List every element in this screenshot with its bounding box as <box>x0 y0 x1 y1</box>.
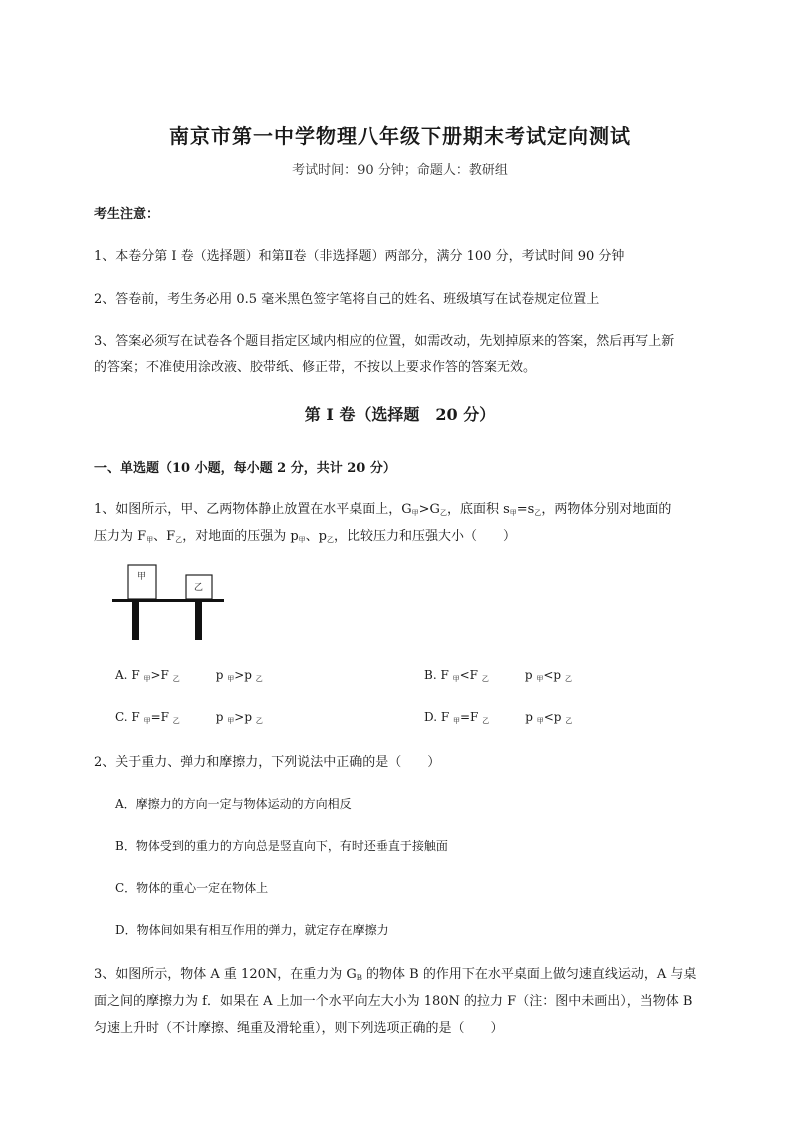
subscript-b: B <box>356 974 362 982</box>
subscript-yi: 乙 <box>175 536 183 544</box>
subscript-jia: 甲 <box>411 509 419 517</box>
notice-item-2: 2、答卷前，考生务必用 0.5 毫米黑色签字笔将自己的姓名、班级填写在试卷规定位置上 <box>94 292 600 307</box>
exam-title: 南京市第一中学物理八年级下册期末考试定向测试 <box>169 124 631 148</box>
q3-stem-line2: 面之间的摩擦力为 f．如果在 A 上加一个水平向左大小为 180N 的拉力 F（注：图中未画出），当物体 B <box>94 994 693 1009</box>
q1-option-b[interactable]: B. F $_甲$<F $_乙$ p $_甲$<p $_乙$ <box>424 668 572 683</box>
subscript-jia: 甲 <box>509 509 517 517</box>
subscript-yi: 乙 <box>534 509 542 517</box>
question-group-title: 一、单选题（10 小题，每小题 2 分，共计 20 分） <box>94 461 396 476</box>
q3-stem-line1: 3、如图所示，物体 A 重 120N，在重力为 $G_B$ 的物体 B 的作用下在水平桌面上做匀速直线运动，A 与桌 <box>94 967 697 982</box>
q1-option-a[interactable]: A. F $_甲$>F $_乙$ p $_甲$>p $_乙$ <box>115 668 263 683</box>
figure-table-leg-left <box>132 602 139 640</box>
exam-subtitle: 考试时间：90 分钟；命题人：教研组 <box>292 163 508 178</box>
q1-stem-line2: 压力为 $F_甲$、$F_乙$，对地面的压强为 $p_甲$、$p_乙$，比较压力和压强大小（ ） <box>94 529 516 544</box>
q1-stem-line1: 1、如图所示，甲、乙两物体静止放置在水平桌面上，$G_甲>G_乙$，底面积 $s_甲=s_乙$，两物体分别对地面的 <box>94 502 672 517</box>
q1-option-c[interactable]: C. F $_甲$=F $_乙$ p $_甲$>p $_乙$ <box>115 710 263 725</box>
notice-heading: 考生注意： <box>94 207 160 222</box>
figure-table-top <box>112 599 224 602</box>
notice-item-3-cont: 的答案；不准使用涂改液、胶带纸、修正带，不按以上要求作答的答案无效。 <box>94 360 537 375</box>
q2-option-b[interactable]: B．物体受到的重力的方向总是竖直向下，有时还垂直于接触面 <box>115 839 448 853</box>
q2-option-d[interactable]: D．物体间如果有相互作用的弹力，就定存在摩擦力 <box>115 923 389 937</box>
figure-box-jia <box>128 565 156 599</box>
subscript-yi: 乙 <box>439 509 447 517</box>
q2-stem: 2、关于重力、弹力和摩擦力，下列说法中正确的是（ ） <box>94 755 441 770</box>
q3-stem-line3: 匀速上升时（不计摩擦、绳重及滑轮重），则下列选项正确的是（ ） <box>94 1021 504 1036</box>
q1-option-d[interactable]: D. F $_甲$=F $_乙$ p $_甲$<p $_乙$ <box>424 710 573 725</box>
notice-item-1: 1、本卷分第 I 卷（选择题）和第Ⅱ卷（非选择题）两部分，满分 100 分，考试时间 90 分钟 <box>94 249 625 264</box>
subscript-yi: 乙 <box>326 536 334 544</box>
notice-item-3: 3、答案必须写在试卷各个题目指定区域内相应的位置，如需改动，先划掉原来的答案，然后再写上新 <box>94 334 675 349</box>
q2-option-a[interactable]: A．摩擦力的方向一定与物体运动的方向相反 <box>115 797 352 811</box>
section-title: 第 I 卷（选择题 20 分） <box>304 405 496 424</box>
figure-box-yi-label: 乙 <box>194 583 204 593</box>
figure-box-jia-label: 甲 <box>137 572 147 582</box>
q2-option-c[interactable]: C．物体的重心一定在物体上 <box>115 881 269 895</box>
figure-table-leg-right <box>195 602 202 640</box>
q1-figure <box>112 563 228 643</box>
subscript-jia: 甲 <box>298 536 306 544</box>
subscript-jia: 甲 <box>146 536 154 544</box>
